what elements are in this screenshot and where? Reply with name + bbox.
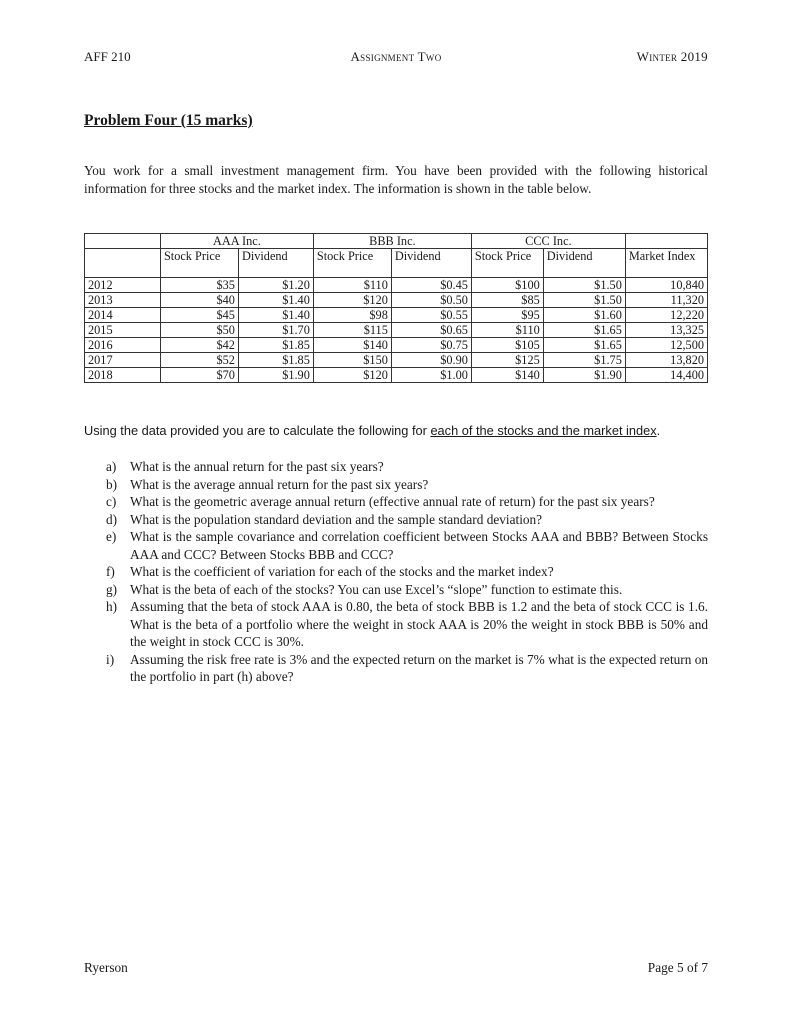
value-cell: $1.90 — [543, 368, 625, 383]
table-row — [85, 308, 708, 323]
group-header-aaa: AAA Inc. — [160, 234, 313, 249]
value-cell: $0.75 — [391, 338, 471, 353]
value-cell: $42 — [160, 338, 238, 353]
value-cell: $110 — [313, 278, 391, 293]
question-text: What is the annual return for the past six years? — [130, 459, 384, 474]
value-cell: $1.50 — [543, 278, 625, 293]
question-item — [84, 511, 708, 529]
question-label: a) — [106, 459, 117, 474]
table-row — [85, 338, 708, 353]
question-text: What is the geometric average annual return (effective annual rate of return) for the past six years? — [130, 494, 655, 509]
subheader-dividend: Dividend — [543, 249, 625, 278]
instructions-suffix: . — [656, 423, 661, 438]
subheader-market-index: Market Index — [625, 249, 707, 278]
value-cell: $45 — [160, 308, 238, 323]
page-header — [84, 49, 708, 67]
value-cell: $50 — [160, 323, 238, 338]
value-cell: $1.85 — [238, 353, 313, 368]
value-cell: $1.40 — [238, 308, 313, 323]
value-cell: $1.85 — [238, 338, 313, 353]
value-cell: $1.90 — [238, 368, 313, 383]
year-cell: 2016 — [85, 338, 161, 353]
value-cell: $0.65 — [391, 323, 471, 338]
question-item — [84, 581, 708, 599]
value-cell: $95 — [471, 308, 543, 323]
question-item — [84, 528, 708, 563]
subheader-stock-price: Stock Price — [160, 249, 238, 278]
value-cell: $1.50 — [543, 293, 625, 308]
empty-header-cell — [85, 249, 161, 278]
value-cell: $140 — [313, 338, 391, 353]
group-header-bbb: BBB Inc. — [313, 234, 471, 249]
assignment-title: Assignment Two — [350, 49, 442, 64]
question-label: g) — [106, 581, 118, 597]
subheader-dividend: Dividend — [238, 249, 313, 278]
year-cell: 2017 — [85, 353, 161, 368]
value-cell: $0.45 — [391, 278, 471, 293]
question-text: Assuming the risk free rate is 3% and the expected return on the market is 7% what is the expected return on the portfolio in part (h) above? — [130, 651, 708, 684]
subheader-dividend: Dividend — [391, 249, 471, 278]
value-cell: 14,400 — [625, 368, 707, 383]
question-label: f) — [106, 564, 115, 579]
value-cell: $140 — [471, 368, 543, 383]
question-item — [84, 563, 708, 581]
instructions-emphasis: each of the stocks and the market index — [430, 423, 657, 438]
year-cell: 2012 — [85, 278, 161, 293]
question-label: b) — [106, 476, 118, 492]
year-cell: 2013 — [85, 293, 161, 308]
question-label: e) — [106, 529, 117, 544]
question-text: What is the average annual return for the past six years? — [130, 476, 429, 492]
value-cell: $1.60 — [543, 308, 625, 323]
course-code: AFF 210 — [84, 49, 131, 64]
value-cell: $150 — [313, 353, 391, 368]
year-cell: 2018 — [85, 368, 161, 383]
value-cell: 12,500 — [625, 338, 707, 353]
question-item — [84, 651, 708, 686]
question-label: d) — [106, 511, 118, 527]
value-cell: $0.50 — [391, 293, 471, 308]
group-header-ccc: CCC Inc. — [471, 234, 625, 249]
value-cell: $100 — [471, 278, 543, 293]
question-text: What is the beta of each of the stocks? You can use Excel’s “slope” function to estimate this. — [130, 581, 623, 597]
question-text: What is the population standard deviation and the sample standard deviation? — [130, 511, 543, 527]
table-row — [85, 293, 708, 308]
page-number: Page 5 of 7 — [647, 960, 708, 975]
value-cell: $85 — [471, 293, 543, 308]
value-cell: $1.75 — [543, 353, 625, 368]
value-cell: $98 — [313, 308, 391, 323]
instructions-line — [84, 422, 708, 440]
value-cell: 11,320 — [625, 293, 707, 308]
question-item — [84, 458, 708, 476]
value-cell: $120 — [313, 368, 391, 383]
question-item — [84, 476, 708, 494]
value-cell: 10,840 — [625, 278, 707, 293]
value-cell: $35 — [160, 278, 238, 293]
value-cell: $1.70 — [238, 323, 313, 338]
question-text: What is the coefficient of variation for each of the stocks and the market index? — [130, 564, 554, 579]
page-footer — [84, 960, 708, 978]
value-cell: $1.40 — [238, 293, 313, 308]
value-cell: $52 — [160, 353, 238, 368]
intro-paragraph: You work for a small investment management firm. You have been provided with the following historical information for three stocks and the market index. The information is shown in the table below. — [84, 163, 708, 196]
stock-data-table — [84, 233, 708, 383]
question-list — [84, 458, 708, 686]
value-cell: $0.55 — [391, 308, 471, 323]
question-text: What is the sample covariance and correlation coefficient between Stocks AAA and BBB? Between Stocks AAA and CCC? Between Stocks BBB and CCC? — [130, 529, 708, 562]
value-cell: 13,820 — [625, 353, 707, 368]
question-text: Assuming that the beta of stock AAA is 0.80, the beta of stock BBB is 1.2 and the beta of stock CCC is 1.6. What is the beta of a portfolio where the weight in stock AAA is 20% the weight in stock BBB is 50% and the weight in stock CCC is 30%. — [130, 599, 708, 649]
question-item — [84, 598, 708, 651]
value-cell: $70 — [160, 368, 238, 383]
value-cell: 12,220 — [625, 308, 707, 323]
year-cell: 2014 — [85, 308, 161, 323]
value-cell: $105 — [471, 338, 543, 353]
term-label: Winter 2019 — [636, 49, 708, 64]
instructions-prefix: Using the data provided you are to calculate the following for — [84, 423, 431, 438]
value-cell: $1.65 — [543, 323, 625, 338]
question-item — [84, 493, 708, 511]
value-cell: $115 — [313, 323, 391, 338]
institution-name: Ryerson — [84, 960, 128, 975]
empty-header-cell — [85, 234, 161, 249]
question-label: c) — [106, 494, 117, 509]
table-row — [85, 323, 708, 338]
table-group-header-row — [85, 234, 708, 249]
empty-header-cell — [625, 234, 707, 249]
value-cell: $0.90 — [391, 353, 471, 368]
table-row — [85, 368, 708, 383]
year-cell: 2015 — [85, 323, 161, 338]
value-cell: $110 — [471, 323, 543, 338]
question-label: i) — [106, 651, 115, 667]
value-cell: $1.65 — [543, 338, 625, 353]
value-cell: $1.00 — [391, 368, 471, 383]
value-cell: 13,325 — [625, 323, 707, 338]
question-label: h) — [106, 599, 118, 614]
value-cell: $1.20 — [238, 278, 313, 293]
table-subheader-row — [85, 249, 708, 278]
problem-title: Problem Four (15 marks) — [84, 112, 253, 129]
value-cell: $120 — [313, 293, 391, 308]
value-cell: $125 — [471, 353, 543, 368]
table-row — [85, 353, 708, 368]
value-cell: $40 — [160, 293, 238, 308]
table-row — [85, 278, 708, 293]
subheader-stock-price: Stock Price — [313, 249, 391, 278]
subheader-stock-price: Stock Price — [471, 249, 543, 278]
